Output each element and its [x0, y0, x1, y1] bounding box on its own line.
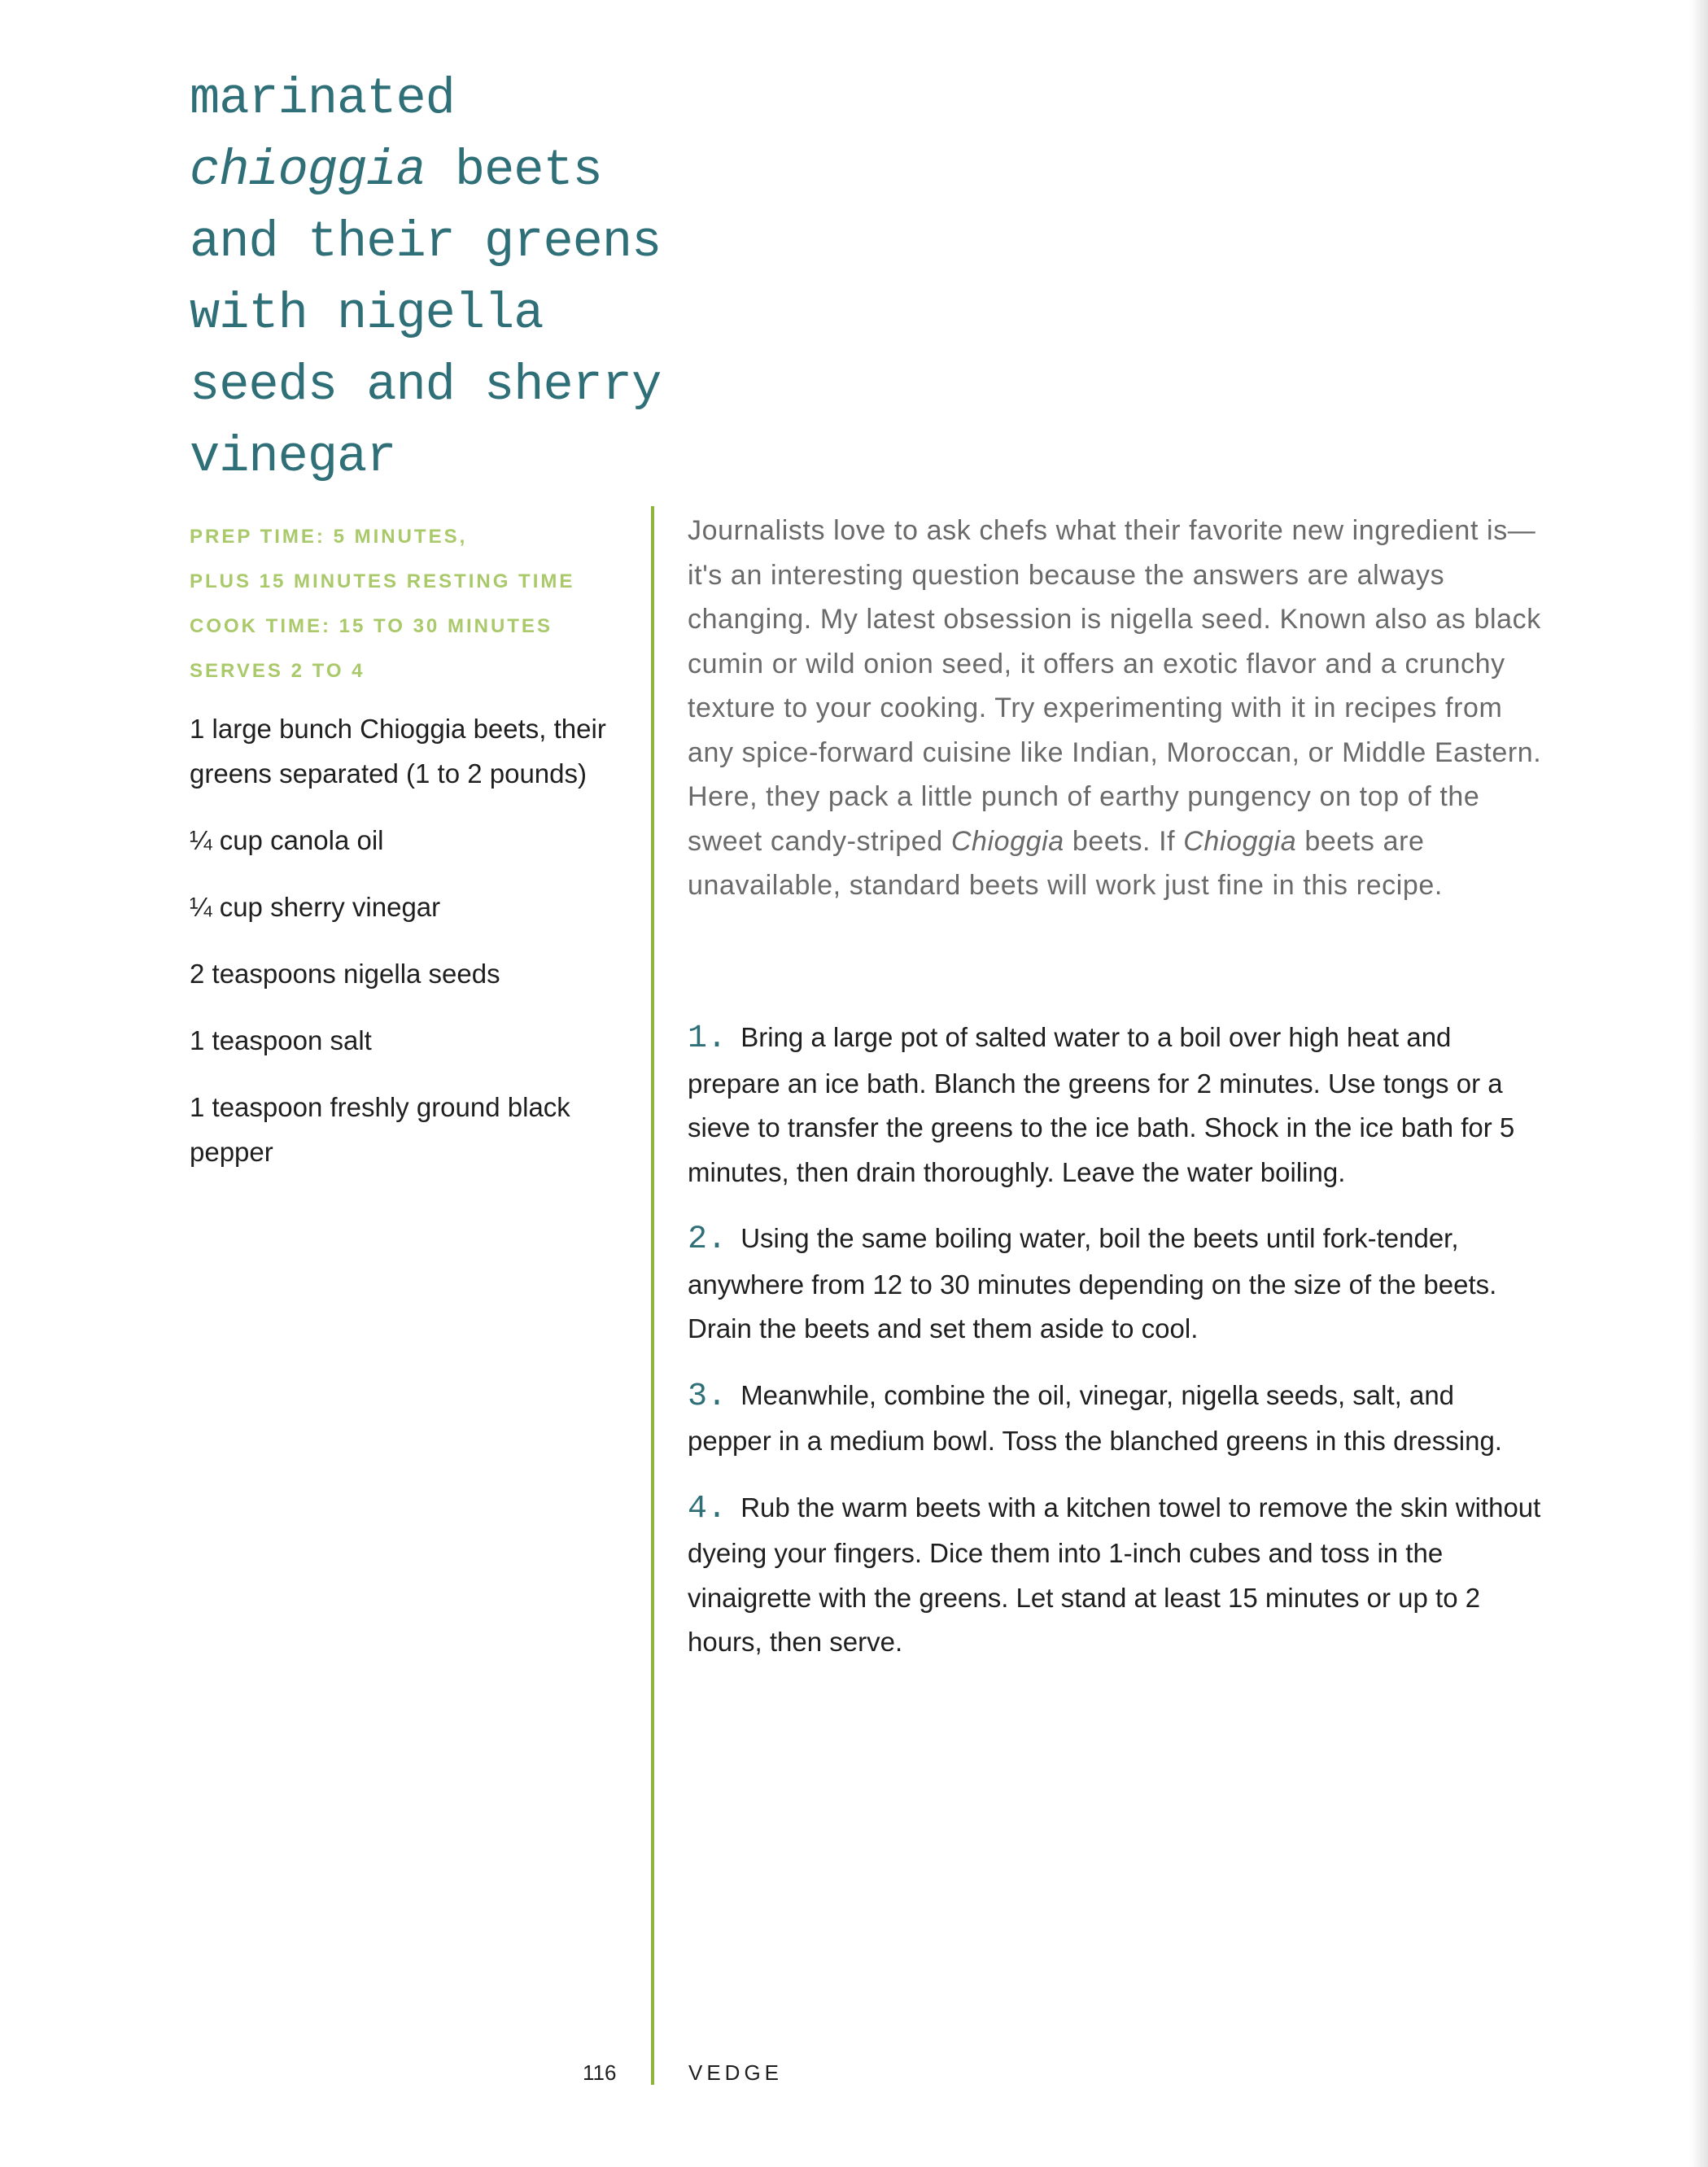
resting-time: PLUS 15 MINUTES RESTING TIME	[190, 570, 575, 592]
intro-italic: Chioggia	[1183, 825, 1297, 857]
step-text: Rub the warm beets with a kitchen towel to remove the skin without dyeing your fingers. Dice them into 1-inch cubes and toss in the vinaigrette with the greens. Let stand at least 15 minutes or up to 2 hours, then serve.	[688, 1492, 1541, 1657]
title-line: and their greens	[190, 213, 662, 271]
step-text: Using the same boiling water, boil the beets until fork-tender, anywhere from 12 to 30 minutes depending on the size of the beets. Drain the beets and set them aside to cool.	[688, 1223, 1497, 1343]
serves: SERVES 2 TO 4	[190, 660, 365, 682]
step	[688, 1016, 1542, 1195]
ingredient-item: 1 teaspoon freshly ground black pepper	[190, 1092, 570, 1167]
step	[688, 1486, 1542, 1665]
step-text: Meanwhile, combine the oil, vinegar, nigella seeds, salt, and pepper in a medium bowl. Toss the blanched greens in this dressing.	[688, 1379, 1502, 1456]
recipe-title	[190, 63, 662, 493]
column-divider	[651, 506, 654, 2085]
ingredient-item: ¼ cup sherry vinegar	[190, 892, 441, 922]
prep-time: PREP TIME: 5 MINUTES,	[190, 526, 468, 548]
step-number: 4.	[688, 1490, 727, 1527]
title-line: marinated	[190, 70, 455, 128]
ingredient-item: 2 teaspoons nigella seeds	[190, 959, 500, 989]
page-edge-shadow	[1690, 0, 1708, 2167]
title-line-rest: beets	[425, 142, 602, 199]
step	[688, 1217, 1542, 1352]
recipe-intro	[688, 509, 1542, 908]
cook-time: COOK TIME: 15 TO 30 MINUTES	[190, 615, 553, 637]
title-line: with nigella	[190, 285, 544, 343]
step-number: 2.	[688, 1221, 727, 1258]
title-line: vinegar	[190, 428, 396, 486]
step-number: 3.	[688, 1378, 727, 1415]
title-italic-word: chioggia	[190, 142, 426, 199]
recipe-meta	[190, 514, 645, 693]
intro-text: beets. If	[1064, 825, 1184, 857]
ingredient-item: ¼ cup canola oil	[190, 825, 384, 855]
title-line: seeds and sherry	[190, 356, 662, 414]
title-line	[190, 135, 645, 207]
running-head: VEDGE	[688, 2060, 784, 2085]
ingredient-item: 1 teaspoon salt	[190, 1025, 372, 1055]
ingredient-list	[190, 706, 629, 1196]
step-text: Bring a large pot of salted water to a boil over high heat and prepare an ice bath. Blanch the greens for 2 minutes. Use tongs or a sieve to transfer the greens to the ice bath. Shock in the ice bath for 5 minutes, then drain thoroughly. Leave the water boiling.	[688, 1022, 1515, 1187]
step	[688, 1374, 1542, 1464]
method-steps	[688, 1016, 1542, 1687]
step-number: 1.	[688, 1020, 727, 1057]
intro-italic: Chioggia	[950, 825, 1064, 857]
ingredient-item: 1 large bunch Chioggia beets, their greens separated (1 to 2 pounds)	[190, 714, 606, 789]
intro-text: Journalists love to ask chefs what their favorite new ingredient is—it's an interesting question because the answers are always changing. My latest obsession is nigella seed. Known also as black cumin or wild onion seed, it offers an exotic flavor and a crunchy texture to your cooking. Try experimenting with it in recipes from any spice-forward cuisine like Indian, Moroccan, or Middle Eastern. Here, they pack a little punch of earthy pungency on top of the sweet candy-striped	[688, 515, 1542, 857]
intro-text: beets are unavailable, standard beets will work just fine in this recipe.	[688, 825, 1443, 901]
page-number: 116	[583, 2060, 617, 2085]
